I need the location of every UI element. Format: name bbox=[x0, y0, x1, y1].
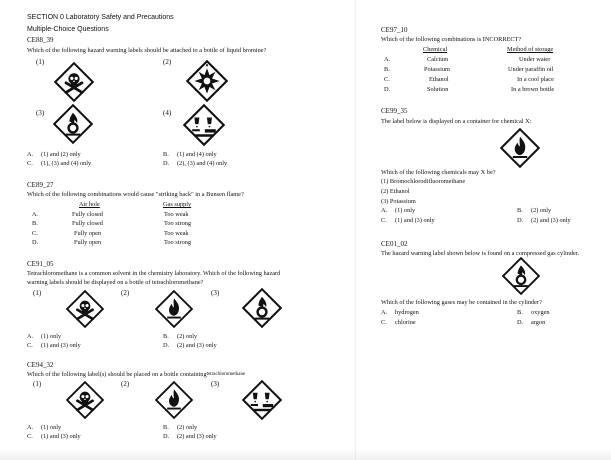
row-d-letter[interactable]: D. bbox=[32, 239, 39, 246]
section-title: SECTION 0 Laboratory Safety and Precautions bbox=[27, 14, 174, 21]
question-id: CE01_02 bbox=[381, 240, 408, 248]
question-text-line1: Tetrachloromethane is a common solvent in the chemistry laboratory. Which of the following hazard bbox=[27, 270, 281, 277]
row-c-chemical: Ethanol bbox=[429, 76, 449, 83]
label-2: (2) bbox=[163, 58, 172, 66]
label-1: (1) bbox=[33, 289, 42, 297]
question-text-2: Which of the following gases may be contained in the cylinder? bbox=[381, 299, 542, 306]
row-a-gas: Too weak bbox=[164, 211, 189, 218]
label-4: (4) bbox=[163, 109, 172, 117]
row-a-air: Fully closed bbox=[72, 211, 103, 218]
corrosive-icon bbox=[242, 380, 282, 420]
flammable-flame-icon bbox=[155, 290, 193, 328]
option-d-letter[interactable]: D. bbox=[163, 342, 170, 349]
table-header-method: Method of storage bbox=[507, 46, 554, 53]
flammable-flame-icon bbox=[155, 381, 193, 419]
toxic-skull-icon bbox=[66, 381, 104, 419]
option-a-letter[interactable]: A. bbox=[381, 309, 388, 316]
option-c-text: (1) and (3) only bbox=[395, 217, 435, 224]
row-a-method: Under water bbox=[519, 56, 551, 63]
question-id: CE88_39 bbox=[27, 36, 54, 44]
row-d-gas: Too strong bbox=[164, 239, 192, 246]
row-d-chemical: Solution bbox=[427, 86, 449, 93]
chemical-item-2: (2) Ethanol bbox=[381, 188, 410, 195]
option-c-text: chlorine bbox=[395, 319, 416, 326]
table-header-gas-supply: Gas supply bbox=[163, 201, 192, 208]
option-a-text: hydrogen bbox=[395, 309, 419, 316]
option-a-letter[interactable]: A. bbox=[27, 151, 34, 158]
chemical-item-1: (1) Bromochlorodifluoromethane bbox=[381, 178, 466, 185]
label-1: (1) bbox=[36, 58, 45, 66]
option-b-letter[interactable]: B. bbox=[163, 424, 169, 431]
toxic-skull-icon bbox=[66, 290, 104, 328]
row-b-air: Fully closed bbox=[72, 220, 103, 227]
question-text: The label below is displayed on a container for chemical X: bbox=[381, 118, 532, 125]
explosive-icon bbox=[186, 60, 228, 102]
option-d-text: (2) and (3) only bbox=[177, 433, 217, 440]
option-a-letter[interactable]: A. bbox=[381, 207, 388, 214]
option-b-text: (2) only bbox=[177, 333, 198, 340]
question-id: CE97_10 bbox=[381, 26, 408, 34]
oxidizing-flame-icon bbox=[242, 288, 282, 328]
label-2: (2) bbox=[121, 380, 130, 388]
row-a-letter[interactable]: A. bbox=[384, 56, 391, 63]
label-1: (1) bbox=[33, 380, 42, 388]
row-a-chemical: Calcium bbox=[427, 56, 449, 63]
option-d-text: (2) and (3) only bbox=[531, 217, 571, 224]
chemical-item-3: (3) Potassium bbox=[381, 198, 416, 205]
toxic-skull-icon bbox=[54, 62, 94, 102]
option-d-text: argon bbox=[531, 319, 546, 326]
option-d-letter[interactable]: D. bbox=[163, 160, 170, 167]
option-d-text: (2) and (3) only bbox=[177, 342, 217, 349]
row-b-gas: Too strong bbox=[164, 220, 192, 227]
option-b-letter[interactable]: B. bbox=[163, 151, 169, 158]
row-c-letter[interactable]: C. bbox=[384, 76, 390, 83]
row-c-air: Fully open bbox=[74, 230, 102, 237]
option-a-text: (1) and (2) only bbox=[41, 151, 81, 158]
option-b-letter[interactable]: B. bbox=[517, 207, 523, 214]
option-b-letter[interactable]: B. bbox=[163, 333, 169, 340]
option-b-text: (2) only bbox=[531, 207, 552, 214]
table-header-air-hole: Air hole bbox=[79, 201, 100, 208]
option-d-letter[interactable]: D. bbox=[517, 319, 524, 326]
option-a-letter[interactable]: A. bbox=[27, 424, 34, 431]
row-c-method: In a cool place bbox=[517, 76, 554, 83]
table-header-chemical: Chemical bbox=[423, 46, 448, 53]
row-d-letter[interactable]: D. bbox=[384, 86, 391, 93]
question-text: Which of the following hazard warning labels should be attached to a bottle of liquid bromine? bbox=[27, 47, 267, 54]
row-b-letter[interactable]: B. bbox=[32, 220, 38, 227]
column-divider bbox=[355, 0, 356, 460]
option-a-text: (1) only bbox=[41, 424, 62, 431]
option-b-letter[interactable]: B. bbox=[517, 309, 523, 316]
option-c-letter[interactable]: C. bbox=[27, 433, 33, 440]
option-c-letter[interactable]: C. bbox=[27, 342, 33, 349]
option-c-text: (1) and (3) only bbox=[41, 433, 81, 440]
row-b-method: Under paraffin oil bbox=[508, 66, 554, 73]
question-text: Which of the following combinations is INCORRECT? bbox=[381, 36, 522, 43]
question-text: Which of the following combinations would cause "striking back" in a Bunsen flame? bbox=[27, 191, 244, 198]
row-d-method: In a brown bottle bbox=[511, 86, 555, 93]
option-a-letter[interactable]: A. bbox=[27, 333, 34, 340]
row-d-air: Fully open bbox=[74, 239, 102, 246]
question-text: Which of the following label(s) should be placed on a bottle containingtetrachloromethane bbox=[27, 371, 246, 378]
option-b-text: (2) only bbox=[177, 424, 198, 431]
row-c-gas: Too weak bbox=[164, 230, 189, 237]
flammable-flame-icon bbox=[500, 128, 540, 168]
question-id: CE94_32 bbox=[27, 361, 54, 369]
option-c-letter[interactable]: C. bbox=[27, 160, 33, 167]
label-3: (3) bbox=[211, 289, 220, 297]
row-b-chemical: Potassium bbox=[424, 66, 450, 73]
row-a-letter[interactable]: A. bbox=[32, 211, 39, 218]
option-a-text: (1) only bbox=[395, 207, 416, 214]
label-2: (2) bbox=[121, 289, 130, 297]
question-id: CE99_35 bbox=[381, 107, 408, 115]
question-id: CE91_05 bbox=[27, 260, 54, 268]
label-3: (3) bbox=[211, 380, 220, 388]
option-c-text: (1), (3) and (4) only bbox=[41, 160, 92, 167]
question-text-2: Which of the following chemicals may X be? bbox=[381, 169, 496, 176]
option-c-letter[interactable]: C. bbox=[381, 217, 387, 224]
option-d-letter[interactable]: D. bbox=[163, 433, 170, 440]
option-a-text: (1) only bbox=[41, 333, 62, 340]
question-id: CE89_27 bbox=[27, 181, 54, 189]
section-subtitle: Multiple-Choice Questions bbox=[27, 26, 109, 33]
option-d-letter[interactable]: D. bbox=[517, 217, 524, 224]
option-c-letter[interactable]: C. bbox=[381, 319, 387, 326]
option-c-text: (1) and (3) only bbox=[41, 342, 81, 349]
option-b-text: (1) and (4) only bbox=[177, 151, 217, 158]
oxidizing-flame-icon bbox=[53, 104, 93, 144]
oxidizing-flame-icon bbox=[502, 257, 540, 295]
option-d-text: (2), (3) and (4) only bbox=[177, 160, 228, 167]
scan-shadow bbox=[0, 448, 611, 460]
option-b-text: oxygen bbox=[531, 309, 550, 316]
question-text-small: tetrachloromethane bbox=[206, 372, 246, 377]
label-3: (3) bbox=[36, 109, 45, 117]
question-text-line2: warning labels should be displayed on a bottle of tetrachloromethane? bbox=[27, 279, 204, 286]
question-text: The hazard warning label shown below is found on a compressed gas cylinder. bbox=[381, 250, 580, 257]
row-c-letter[interactable]: C. bbox=[32, 230, 38, 237]
corrosive-icon bbox=[183, 104, 225, 146]
row-b-letter[interactable]: B. bbox=[384, 66, 390, 73]
